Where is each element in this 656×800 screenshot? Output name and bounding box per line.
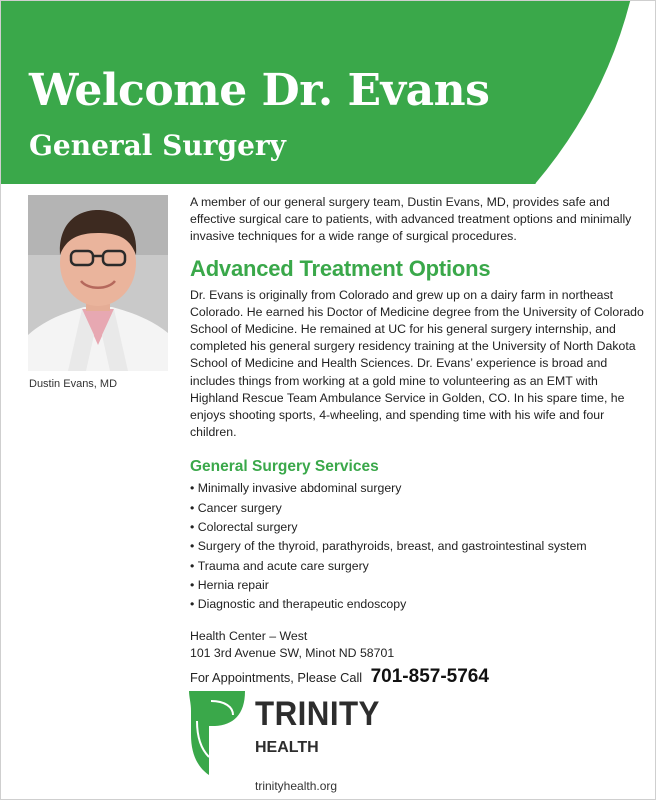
doctor-photo: [28, 195, 168, 371]
list-item: • Colorectal surgery: [190, 518, 648, 537]
treatment-heading: Advanced Treatment Options: [190, 255, 491, 281]
list-item: • Hernia repair: [190, 576, 648, 595]
header-banner: [1, 1, 655, 184]
list-item: • Trauma and acute care surgery: [190, 557, 648, 576]
appointment-label: For Appointments, Please Call: [190, 669, 363, 685]
main-content: [190, 194, 648, 688]
doctor-portrait-illustration: [28, 195, 168, 371]
list-item: • Minimally invasive abdominal surgery: [190, 479, 648, 498]
list-item: • Cancer surgery: [190, 499, 648, 518]
page-title: Welcome Dr. Evans: [29, 65, 490, 116]
location-address: 101 3rd Avenue SW, Minot ND 58701: [190, 646, 395, 661]
logo-sub-text: HEALTH: [255, 739, 319, 756]
trinity-leaf-icon: [189, 691, 247, 775]
services-list: [190, 479, 648, 614]
page-subtitle: General Surgery: [29, 129, 286, 162]
website-link[interactable]: trinityhealth.org: [255, 779, 338, 793]
logo-name-text: TRINITY: [255, 695, 380, 733]
photo-caption: Dustin Evans, MD: [29, 378, 118, 390]
treatment-paragraph: Dr. Evans is originally from Colorado and grew up on a dairy farm in northeast Colorado. He earned his Doctor of Medicine degree from the University of Colorado School of Medicine. He remained at UC for his general surgery internship, and completed his general surgery residency training at the University of North Dakota School of Medicine and Health Sciences. Dr. Evans’ experience is broad and includes things from working at a gold mine to volunteering as an EMT with Highland Rescue Team Ambulance Service in Golden, CO. In his spare time, he enjoys shooting sports, 4-wheeling, and spending time with his wife and four children.: [190, 287, 644, 440]
trinity-health-logo: [189, 691, 389, 777]
services-heading: General Surgery Services: [190, 458, 379, 476]
appointment-line: [190, 666, 648, 688]
phone-number[interactable]: 701-857-5764: [370, 665, 489, 687]
location-name: Health Center – West: [190, 628, 308, 643]
location-block: [190, 628, 648, 663]
intro-paragraph: A member of our general surgery team, Dustin Evans, MD, provides safe and effective surgical care to patients, with advanced treatment options and minimally invasive techniques for a wide range of surgical procedures.: [190, 195, 632, 244]
list-item: • Diagnostic and therapeutic endoscopy: [190, 595, 648, 614]
list-item: • Surgery of the thyroid, parathyroids, breast, and gastrointestinal system: [190, 537, 648, 556]
